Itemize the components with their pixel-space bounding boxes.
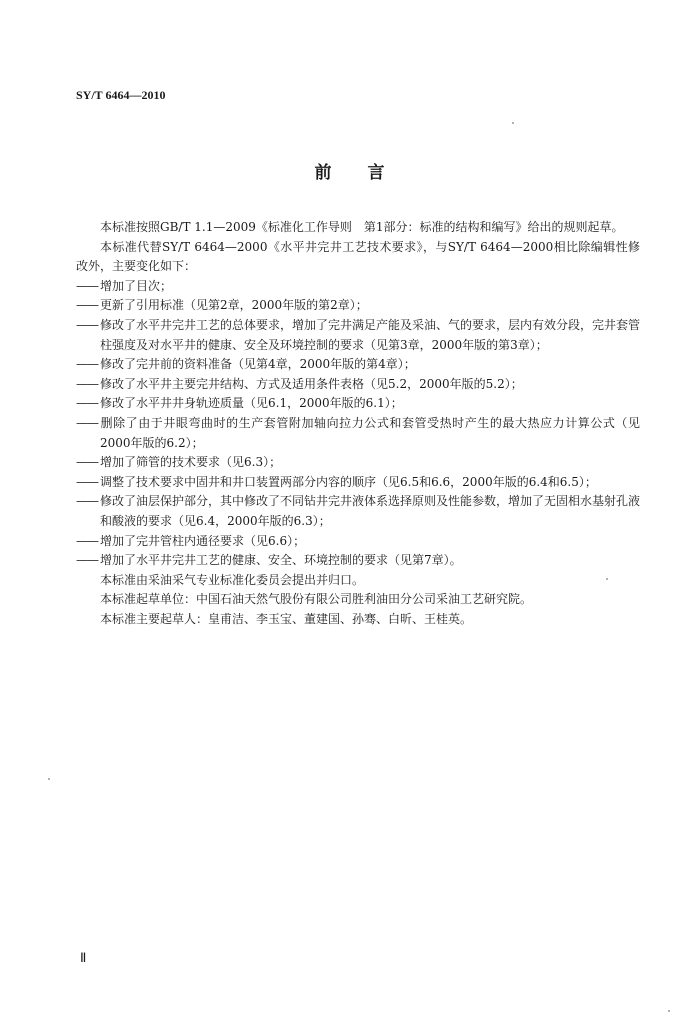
dash-mark: —— <box>76 494 98 509</box>
paragraph-drafting-unit: 本标准起草单位：中国石油天然气股份有限公司胜利油田分公司采油工艺研究院。 <box>100 592 533 607</box>
change-item <box>76 394 640 414</box>
dash-mark: —— <box>76 415 98 430</box>
change-text: 增加了筛管的技术要求（见6.3）； <box>100 455 282 470</box>
change-text: 增加了目次； <box>100 278 173 293</box>
change-text: 增加了完井管柱内通径要求（见6.6）； <box>100 533 306 548</box>
dash-mark: —— <box>76 396 98 411</box>
change-item <box>76 532 640 552</box>
change-item <box>76 355 640 375</box>
paragraph-replacement: 本标准代替SY/T 6464—2000《水平井完井工艺技术要求》，与SY/T 6464—2000相比除编辑性修改外，主要变化如下： <box>76 239 640 274</box>
change-list <box>76 277 640 571</box>
change-text: 增加了水平井完井工艺的健康、安全、环境控制的要求（见第7章）。 <box>100 553 462 568</box>
change-item <box>76 277 640 297</box>
dash-mark: —— <box>76 533 98 548</box>
change-item <box>76 296 640 316</box>
change-text: 修改了完井前的资料准备（见第4章，2000年版的第4章）； <box>100 357 416 372</box>
paragraph-proposer: 本标准由采油采气专业标准化委员会提出并归口。 <box>100 572 365 587</box>
standard-code: SY/T 6464—2010 <box>76 88 166 102</box>
dash-mark: —— <box>76 278 98 293</box>
page-number: Ⅱ <box>80 950 87 965</box>
dash-mark: —— <box>76 553 98 568</box>
change-item <box>76 492 640 531</box>
page-title: 前言 <box>314 163 421 183</box>
change-text: 修改了油层保护部分，其中修改了不同钻井完井液体系选择原则及性能参数，增加了无固相水基射孔液和酸液的要求（见6.4，2000年版的6.3）； <box>100 494 641 528</box>
scan-speck <box>668 1010 670 1012</box>
dash-mark: —— <box>76 357 98 372</box>
dash-mark: —— <box>76 474 98 489</box>
dash-mark: —— <box>76 298 98 313</box>
foreword-body <box>76 218 640 629</box>
change-text: 修改了水平井完井工艺的总体要求，增加了完井满足产能及采油、气的要求，层内有效分段，完井套管柱强度及对水平井的健康、安全及环境控制的要求（见第3章，2000年版的第3章）； <box>100 317 641 352</box>
change-item <box>76 473 640 493</box>
dash-mark: —— <box>76 376 98 391</box>
dash-mark: —— <box>76 455 98 470</box>
change-text: 删除了由于井眼弯曲时的生产套管附加轴向拉力公式和套管受热时产生的最大热应力计算公式（见2000年版的6.2）； <box>100 415 640 450</box>
scan-speck <box>48 778 50 780</box>
change-text: 调整了技术要求中固井和井口装置两部分内容的顺序（见6.5和6.6，2000年版的6.4和6.5）； <box>100 474 597 489</box>
paragraph-drafters: 本标准主要起草人：皇甫洁、李玉宝、董建国、孙骞、白昕、王桂英。 <box>100 611 473 626</box>
change-text: 修改了水平井井身轨迹质量（见6.1，2000年版的6.1）； <box>100 396 403 411</box>
scan-speck <box>606 578 608 580</box>
change-text: 修改了水平井主要完井结构、方式及适用条件表格（见5.2，2000年版的5.2）； <box>100 376 523 391</box>
change-item <box>76 453 640 473</box>
change-text: 更新了引用标准（见第2章，2000年版的第2章）； <box>100 298 368 313</box>
change-item <box>76 316 640 355</box>
change-item <box>76 551 640 571</box>
scan-speck <box>512 122 514 124</box>
change-item <box>76 414 640 453</box>
dash-mark: —— <box>76 317 98 332</box>
paragraph-drafting-rule: 本标准按照GB/T 1.1—2009《标准化工作导则 第1部分：标准的结构和编写》给出的规则起草。 <box>100 220 624 234</box>
change-item <box>76 375 640 395</box>
